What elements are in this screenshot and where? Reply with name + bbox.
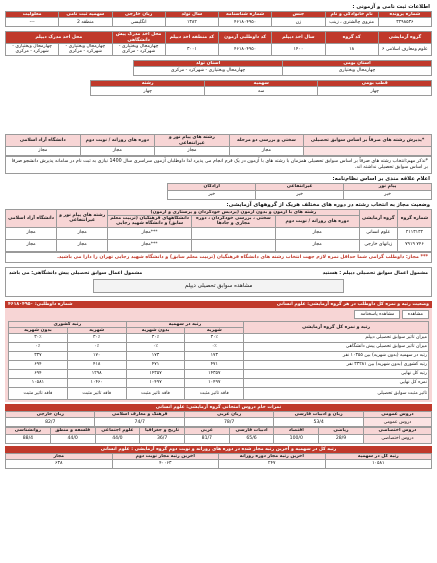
header-farhangian: دانشگاههای فرهنگیان (تربیت معلم سابق) و دانشگاه شهید رجایی	[108, 216, 192, 228]
permission-cell: مجاز	[6, 239, 57, 251]
header-payam-noor-2: پیام نور	[344, 184, 432, 190]
rank-label: رتبه کل نهایی	[244, 370, 429, 379]
view-button[interactable]: مشاهده	[402, 310, 429, 319]
group-code: ۱۸	[325, 43, 378, 55]
farhangian-note: *** مجاز: داوطلب گرامی شما حداقل نمره لازم جهت انتخاب رشته های دانشگاه فرهنگیان (تربیت معلم سابق) و دانشگاه شهید رجایی تهران را دارا می باشید.	[5, 252, 432, 263]
interest-table	[167, 183, 432, 199]
rank-table: رتبه و نمره کل گروه آزمایشی رتبه در سهمیه رتبه کشوری شهریه بدون شهریه شهریه بدون شهریه میزان تاثیر سوابق تحصیلی دیپلم ۳۰٪ ۳۰٪ ۳۰٪ ۳۰٪ میزان تاثیر سوابق تحصیلی پیش دانشگاهی ۰٪ ۰٪ ۰٪ ۰٪ رتبه در سهمیه (بدون شهریه) بین ۱۰۳۵۵ نفر ۱۷۳ ۱۷۳ ۱۷۰ ۳۳۷ رتبه کشوری (بدون شهریه) بین ۳۳۲۸۱ نفر ۴۷۱ ۴۷۱ ۴۱۸ ۶۹۴ رتبه کل نهایی ۱۴۳۵۷ ۱۴۳۵۷ ۱۲۹۸ ۶۹۴ نمره کل نهایی ۱۰۴۹۷ ۱۰۴۹۷ ۱۰۴۶۰ ۱۰۵۸۱ تاثیر مثبت سوابق تحصیلی فاقد تاثیر مثبت فاقد تاثیر مثبت فاقد تاثیر مثبت فاقد تاثیر مثبت	[8, 321, 429, 401]
quota: منطقه 2	[59, 18, 112, 27]
native-pole: چهار	[318, 87, 432, 96]
last-rank-value: ۴۰۰۶۳	[112, 459, 219, 468]
rank-band-title: وضعیت رتبه و نمره کل داوطلب در هر گروه آزمایشی:	[307, 301, 429, 307]
permission-cell: مجاز	[6, 227, 57, 239]
group-name: زبانهای خارجی	[359, 239, 397, 251]
header-records-based: *پذیرش رشته های صرفاً بر اساس سوابق تحصیلی	[304, 135, 432, 147]
header-candidate-code: کد داوطلبی آزمون	[219, 32, 272, 44]
header-payam-noor-3: رشته های پیام نور و غیرانتفاعی	[57, 209, 108, 227]
score: 88/4	[6, 434, 51, 443]
header-group-code: کد گروه	[325, 32, 378, 44]
header-birth-year: سال تولد	[165, 12, 218, 18]
section-registration-title: اطلاعات ثبت نامی و آزمونی :	[352, 4, 430, 10]
header-azad-2: دانشگاه آزاد اسلامی	[6, 209, 57, 227]
diploma-place-1: چهارمحال وبختیاری - شهرکرد - مرکزی	[112, 43, 165, 55]
permission-cell	[192, 239, 276, 251]
status-value: مجاز	[229, 146, 304, 155]
header-freed: آزادگان	[168, 184, 256, 190]
permission-cell: مجاز	[57, 227, 108, 239]
last-rank-value: ۱۰۵۸۱	[325, 459, 432, 468]
records-note: *تذکر مهم:انتخاب رشته های صرفاً بر اساس سوابق تحصیلی همزمان با رشته های با آزمون در یک فرم انجام می پذیرد لذا داوطلبان آزمون سراسری سال 1400 نیازی به ثبت نام در سامانه پذیرش دانشجو صرفا بر اساس سوابق تحصیلی نداشته اند.	[5, 156, 432, 174]
header-azad: دانشگاه آزاد اسلامی	[6, 135, 81, 147]
rank-label: رتبه کشوری (بدون شهریه) بین ۳۳۲۸۱ نفر	[244, 361, 429, 370]
header-diploma-place: محل اخذ مدرک دیپلم	[6, 32, 113, 44]
rank-label: میزان تاثیر سوابق تحصیلی دیپلم	[244, 334, 429, 343]
rank-band	[5, 301, 432, 308]
header-group-number: شماره گروه	[397, 209, 431, 227]
score: 81/7	[184, 434, 229, 443]
permission-cell: مجاز	[57, 239, 108, 251]
header-id-number: شماره شناسنامه	[219, 12, 272, 18]
candidate-code: ۴۶۱۸۰۴۹۵۰	[219, 43, 272, 55]
education-table	[5, 31, 432, 56]
score: 100/0	[274, 434, 319, 443]
province-table	[133, 60, 432, 76]
diploma-place-2: چهارمحال وبختیاری - شهرکرد - مرکزی	[59, 43, 112, 55]
score: 44/0	[50, 434, 95, 443]
header-full-name: نام خانوادگی و نام	[325, 12, 378, 18]
header-daily-courses: دوره های روزانه / نوبت دوم	[80, 135, 155, 147]
rank-label: میزان تاثیر سوابق تحصیلی پیش دانشگاهی	[244, 343, 429, 352]
raw-scores-title: نمرات خام دروس امتحانی گروه آزمایشی: علوم انسانی	[5, 404, 432, 411]
native-province: چهارمحال وبختیاری	[283, 67, 432, 76]
score: 74/7	[95, 418, 184, 427]
header-quota: سهمیه ثبت نامی	[59, 12, 112, 18]
score: 36/7	[140, 434, 185, 443]
region-code: ۳۰۰۱	[165, 43, 218, 55]
permission-cell	[192, 227, 276, 239]
rank-label: رتبه در سهمیه (بدون شهریه) بین ۱۰۳۵۵ نفر	[244, 352, 429, 361]
birth-year: ۱۳۸۲	[165, 18, 218, 27]
interest-value: خیر	[168, 190, 256, 199]
diploma-place-3: چهارمحال وبختیاری - شهرکرد - مرکزی	[6, 43, 59, 55]
group-number: ۲۱۱۳۱۳۲	[397, 227, 431, 239]
last-rank-value: ۲۴۷	[219, 459, 326, 468]
rank-label: نمره کل نهایی	[244, 379, 429, 388]
full-name: منزوی چالشتری ، زینب	[325, 18, 378, 27]
interest-value: خیر	[344, 190, 432, 199]
registration-table	[5, 11, 432, 27]
status-value: مجاز	[155, 146, 230, 155]
field: چهار	[91, 87, 205, 96]
rank-band-group: علوم انسانی	[276, 301, 306, 307]
header-rank-total: رتبه و نمره کل گروه آزمایشی	[244, 321, 429, 334]
rank-area	[5, 308, 432, 403]
preuni-eligibility: مشمول اعمال سوابق تحصیلی پیش دانشگاهی: می باشد	[9, 270, 143, 276]
section-interest-title: اعلام علاقه مندی بر اساس نظام‌نامه:	[332, 176, 430, 183]
header-field: رشته	[91, 81, 205, 87]
header-native-pole: قطب بومی	[318, 81, 432, 87]
header-non-profit: غیرانتفاعی	[256, 184, 344, 190]
header-diploma-year: سال اخذ دیپلم	[272, 32, 325, 44]
status-value: مجاز	[80, 146, 155, 155]
special-scores-table: دروس اختصاصی ریاضی اقتصاد ادبیات فارسی عربی تاریخ و جغرافیا علوم اجتماعی فلسفه و منطق روانشناسی دروس اختصاصی 28/9 100/0 65/6 81/7 36/7 44/0 44/0 88/4	[5, 427, 432, 443]
header-birth-province: استان تولد	[134, 60, 283, 66]
quota-2: سه	[204, 87, 318, 96]
header-native-province: استان بومی	[283, 60, 432, 66]
last-rank-title: رتبه کل در سهمیه و آخرین رتبه مجاز شده در دوره های روزانه و نوبت دوم گروه آزمایشی : علوم انسانی	[5, 446, 432, 453]
permission-cell: مجاز	[275, 227, 359, 239]
general-scores-table: دروس عمومی زبان و ادبیات فارسی زبان عربی فرهنگ و معارف اسلامی زبان خارجی دروس عمومی 53/4 78/7 74/7 82/7	[5, 411, 432, 427]
permission-cell: مجاز	[275, 239, 359, 251]
header-file-number: شماره پرونده	[378, 12, 431, 18]
interest-value: خیر	[256, 190, 344, 199]
score: 82/7	[6, 418, 95, 427]
header-country-rank: رتبه کشوری	[9, 321, 127, 327]
exam-group: علوم ومعارف اسلامی ۶	[378, 43, 431, 55]
header-payam-noor: رشته های پیام نور و غیرانتفاعی	[155, 135, 230, 147]
permission-cell: ***مجاز	[108, 239, 192, 251]
header-hardship: سختی و بررسی دو مرحله	[229, 135, 304, 147]
score: 65/6	[229, 434, 274, 443]
score: 53/4	[274, 418, 363, 427]
last-rank-value: ۶۳۸	[6, 459, 113, 468]
header-gender: جنس	[272, 12, 325, 18]
records-eligibility-box	[5, 267, 432, 297]
file-number: ۳۲۹۸۵۳۶	[378, 18, 431, 27]
group-name: علوم انسانی	[359, 227, 397, 239]
header-exam-group: گروه آزمایشی	[378, 32, 431, 44]
header-quota-2: سهمیه	[204, 81, 318, 87]
view-diploma-records-button[interactable]: مشاهده سوابق تحصیلی دیپلم	[93, 279, 344, 293]
header-daily-2: دوره های روزانه / نوبت دوم	[275, 216, 359, 228]
header-pardis: رشته های با آزمون و بدون آزمون (پردیس خودگردان و پرستاری و آزمون)	[108, 209, 359, 215]
permission-table	[5, 209, 432, 252]
score: 28/9	[319, 434, 364, 443]
permission-cell: ***مجاز	[108, 227, 192, 239]
diploma-year: ۱۴۰۰	[272, 43, 325, 55]
id-number: ۴۶۱۸۰۴۹۵۰	[219, 18, 272, 27]
rank-label: تاثیر مثبت سوابق تحصیلی	[244, 388, 429, 400]
rank-band-candidate: شماره داوطلبی: ۴۶۱۸۰۴۹۵۰	[8, 301, 73, 307]
view-answer-sheet-button[interactable]: مشاهده پاسخنامه	[354, 310, 400, 319]
header-foreign-language: زبان خارجی	[112, 12, 165, 18]
foreign-language: انگلیسی	[112, 18, 165, 27]
score: 78/7	[184, 418, 273, 427]
header-self-funded: سختی ، بررسی خودگردان ، دوره مجازی و جادها	[192, 216, 276, 228]
header-preuni-place: محل اخذ مدرک پیش دانشگاهی	[112, 32, 165, 44]
header-region-rank: رتبه در سهمیه	[126, 321, 244, 327]
status-value: مجاز	[6, 146, 81, 155]
header-disability: معلولیت	[6, 12, 59, 18]
gender: زن	[272, 18, 325, 27]
section-permission-title: وضعیت مجاز به انتخاب رشته در دوره های مختلف هریک از گروههای آزمایشی:	[226, 201, 430, 208]
diploma-eligibility: مشمول اعمال سوابق تحصیلی دیپلم : هستید	[322, 270, 428, 276]
group-number: ۷۴۶ ۷۹۱۹	[397, 239, 431, 251]
birth-province: چهارمحال وبختیاری - شهرکرد - مرکزی	[134, 67, 283, 76]
pole-table	[90, 80, 432, 96]
header-group-name: گروه آزمایشی	[359, 209, 397, 227]
admission-status-table	[5, 134, 432, 156]
score: 44/0	[95, 434, 140, 443]
header-region-code: کد منطقه اخذ دیپلم	[165, 32, 218, 44]
last-rank-table: رتبه کل در سهمیه آخرین رتبه مجاز دوره روزانه آخرین رتبه مجاز نوبت دوم مجاز ۱۰۵۸۱ ۲۴۷ ۴۰۰۶۳ ۶۳۸	[5, 453, 432, 469]
disability: ---	[6, 18, 59, 27]
